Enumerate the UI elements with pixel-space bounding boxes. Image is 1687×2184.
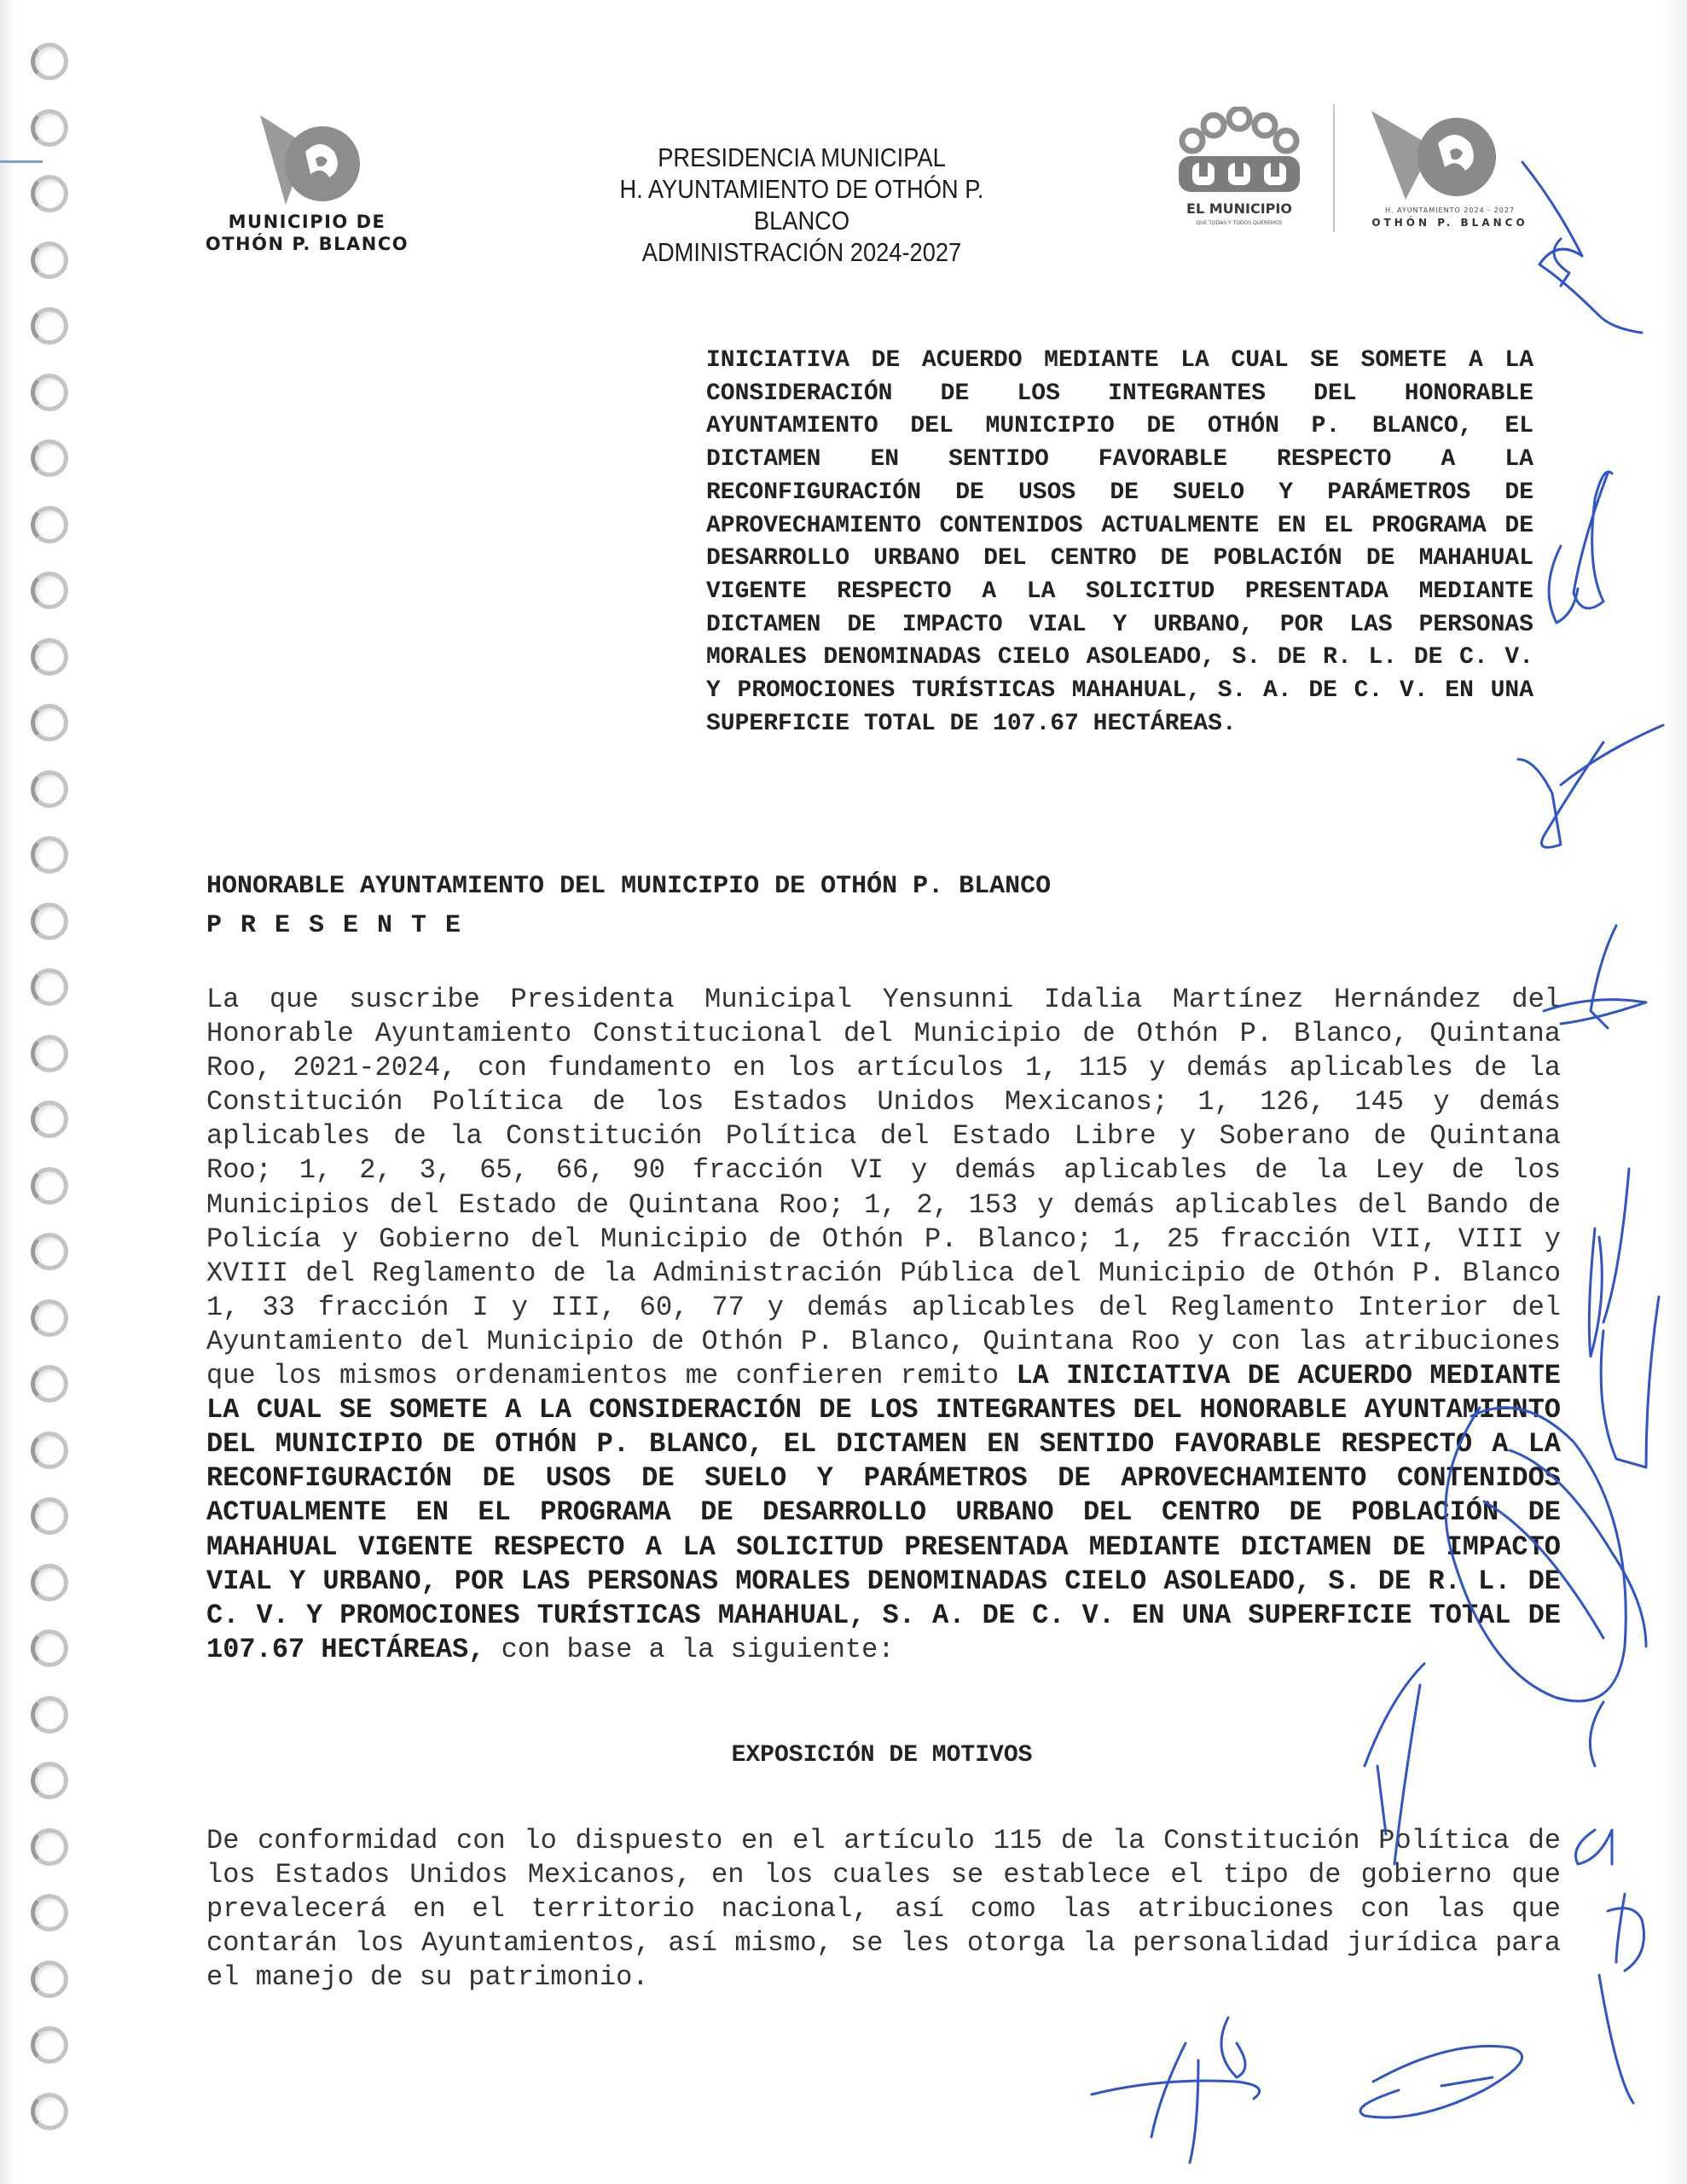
header-line-1: PRESIDENCIA MUNICIPAL (658, 142, 946, 172)
binding-hole (31, 241, 68, 279)
binding-hole (31, 638, 68, 676)
binding-hole (31, 1233, 68, 1270)
logo-divider (1333, 104, 1335, 232)
binding-hole (31, 903, 68, 940)
binding-hole (31, 175, 68, 212)
binding-hole (31, 374, 68, 411)
letterhead (577, 142, 1027, 268)
binding-hole (31, 836, 68, 874)
recipient-name: HONORABLE AYUNTAMIENTO DEL MUNICIPIO DE OTHÓN P. BLANCO (206, 872, 1052, 901)
binding-hole (31, 1960, 68, 1998)
binding-hole (31, 1035, 68, 1072)
binding-hole (31, 2093, 68, 2130)
recipient-block (206, 867, 1486, 945)
logo-left-line2: OTHÓN P. BLANCO (205, 234, 409, 254)
binding-hole (31, 1762, 68, 1799)
binding-hole (31, 109, 68, 147)
binding-hole (31, 968, 68, 1006)
binding-hole (31, 2026, 68, 2064)
body-paragraph-2: De conformidad con lo dispuesto en el artículo 115 de la Constitución Política de los Estados Unidos Mexicanos, en los cuales se establece el tipo de gobierno que prevalecerá en el territorio nacional, así como las atribuciones con las que contarán los Ayuntamientos, así mismo, se les otorga la personalidad jurídica para el manejo de su patrimonio. (206, 1825, 1561, 1994)
binding-hole (31, 1432, 68, 1469)
el-municipio-label: EL MUNICIPIO (1186, 200, 1292, 217)
body-paragraph-1 (206, 983, 1561, 1667)
binding-hole (31, 1299, 68, 1337)
binding-hole (31, 1365, 68, 1403)
municipio-logo (205, 102, 409, 264)
paragraph1-outro: con base a la siguiente: (484, 1633, 895, 1665)
binding-hole (31, 572, 68, 609)
binding-hole (31, 1696, 68, 1734)
binding-hole (31, 1629, 68, 1667)
logo-right-name: OTHÓN P. BLANCO (1371, 217, 1528, 229)
logo-left-line1: MUNICIPIO DE (228, 212, 386, 232)
document-title: INICIATIVA DE ACUERDO MEDIANTE LA CUAL SE SOMETE A LA CONSIDERACIÓN DE LOS INTEGRANTES DEL HONORABLE AYUNTAMIENTO DEL MUNICIPIO DE OTHÓN P. BLANCO, EL DICTAMEN EN SENTIDO FAVORABLE RESPECTO A LA RECONFIGURACIÓN DE USOS DE SUELO Y PARÁMETROS DE APROVECHAMIENTO CONTENIDOS ACTUALMENTE EN EL PROGRAMA DE DESARROLLO URBANO DEL CENTRO DE POBLACIÓN DE MAHAHUAL VIGENTE RESPECTO A LA SOLICITUD PRESENTADA MEDIANTE DICTAMEN DE IMPACTO VIAL Y URBANO, POR LAS PERSONAS MORALES DENOMINADAS CIELO ASOLEADO, S. DE R. L. DE C. V. Y PROMOCIONES TURÍSTICAS MAHAHUAL, S. A. DE C. V. EN UNA SUPERFICIE TOTAL DE 107.67 HECTÁREAS. (706, 347, 1533, 737)
header-line-2: H. AYUNTAMIENTO DE OTHÓN P. BLANCO (619, 174, 984, 235)
header-line-3: ADMINISTRACIÓN 2024-2027 (641, 237, 962, 267)
binding-hole (31, 43, 68, 80)
ayuntamiento-emblem-icon (1356, 104, 1544, 205)
el-municipio-emblem-icon (1167, 107, 1312, 200)
el-municipio-logo (1167, 107, 1312, 235)
binding-hole (31, 770, 68, 808)
binding-hole (31, 1497, 68, 1535)
binding-hole (31, 1564, 68, 1601)
binding-hole (31, 1101, 68, 1138)
paragraph1-intro: La que suscribe Presidenta Municipal Yensunni Idalia Martínez Hernández del Honorable Ayuntamiento Constitucional del Municipio de Othón P. Blanco, Quintana Roo, 2021-2024, con fundamento en los artículos 1, 115 y demás aplicables de la Constitución Política de los Estados Unidos Mexicanos; 1, 126, 145 y demás aplicables de la Constitución Política del Estado Libre y Soberano de Quintana Roo; 1, 2, 3, 65, 66, 90 fracción VI y demás aplicables de la Ley de los Municipios del Estado de Quintana Roo; 1, 2, 153 y demás aplicables del Bando de Policía y Gobierno del Municipio de Othón P. Blanco; 1, 25 fracción VII, VIII y XVIII del Reglamento de la Administración Pública del Municipio de Othón P. Blanco 1, 33 fracción I y III, 60, 77 y demás aplicables del Reglamento Interior del Ayuntamiento del Municipio de Othón P. Blanco, Quintana Roo y con las atribuciones que los mismos ordenamientos me confieren remito (206, 984, 1561, 1392)
section-heading: EXPOSICIÓN DE MOTIVOS (731, 1742, 1033, 1769)
binding-hole (31, 1828, 68, 1866)
paragraph1-bold: LA INICIATIVA DE ACUERDO MEDIANTE LA CUAL SE SOMETE A LA CONSIDERACIÓN DE LOS INTEGRANTES DEL HONORABLE AYUNTAMIENTO DEL MUNICIPIO DE OTHÓN P. BLANCO, EL DICTAMEN EN SENTIDO FAVORABLE RESPECTO A LA RECONFIGURACIÓN DE USOS DE SUELO Y PARÁMETROS DE APROVECHAMIENTO CONTENIDOS ACTUALMENTE EN EL PROGRAMA DE DESARROLLO URBANO DEL CENTRO DE POBLACIÓN DE MAHAHUAL VIGENTE RESPECTO A LA SOLICITUD PRESENTADA MEDIANTE DICTAMEN DE IMPACTO VIAL Y URBANO, POR LAS PERSONAS MORALES DENOMINADAS CIELO ASOLEADO, S. DE R. L. DE C. V. Y PROMOCIONES TURÍSTICAS MAHAHUAL, S. A. DE C. V. EN UNA SUPERFICIE TOTAL DE 107.67 HECTÁREAS, (206, 1360, 1562, 1665)
presente-label: PRESENTE (206, 911, 480, 940)
binding-hole (31, 307, 68, 345)
margin-mark (0, 160, 43, 163)
logo-right-period: H. AYUNTAMIENTO 2024 - 2027 (1385, 206, 1515, 214)
binding-hole (31, 1894, 68, 1931)
municipio-emblem-icon (256, 111, 367, 213)
ayuntamiento-logo (1356, 104, 1544, 241)
binding-holes (19, 43, 87, 2158)
binding-hole (31, 704, 68, 741)
binding-hole (31, 439, 68, 477)
el-municipio-tagline: QUE TODAS Y TODOS QUEREMOS (1196, 220, 1283, 226)
binding-hole (31, 506, 68, 543)
binding-hole (31, 1167, 68, 1205)
